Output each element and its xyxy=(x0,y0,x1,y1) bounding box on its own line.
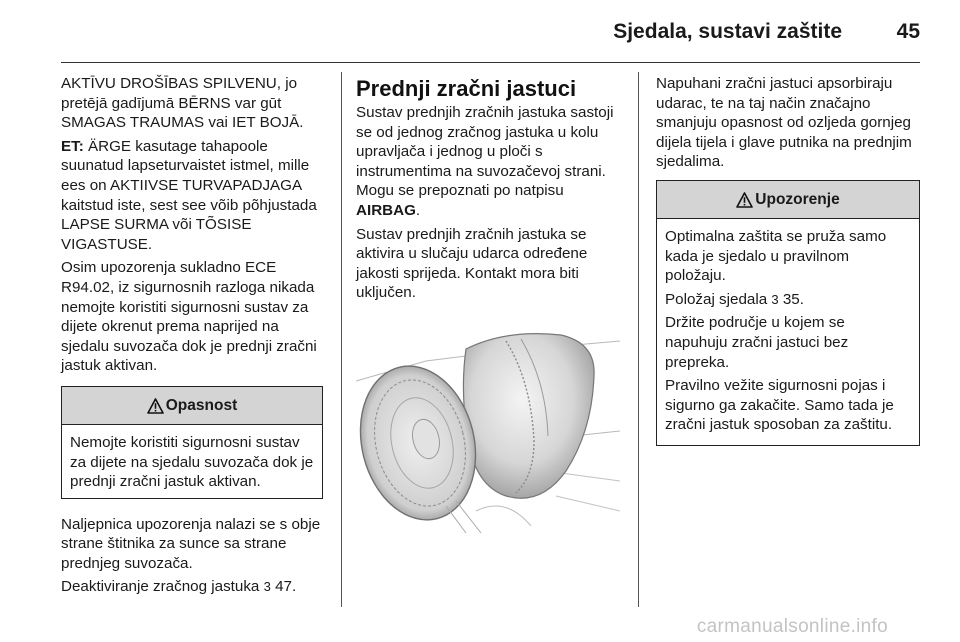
page-title: Sjedala, sustavi zaštite xyxy=(613,20,842,43)
paragraph-ece-warning: Osim upozorenja sukladno ECE R94.02, iz sigurnosnih razloga nikada nemojte koristiti sigurnosni sustav za dijete okrenut prema naprijed na sjedalu suvozača dok je prednji zračni jastuk aktivan. xyxy=(61,259,317,375)
warning-box-body xyxy=(657,219,919,445)
warning-title: Upozorenje xyxy=(755,190,840,208)
system-description-text: Sustav prednjih zračnih jastuka sastoji se od jednog zračnog jastuka u kolu upravljača i jednog u ploči s instrumentima na suvozačevoj strani. Mogu se prepoznati po natpisu xyxy=(356,104,614,200)
danger-title: Opasnost xyxy=(165,396,238,414)
warning-triangle-icon xyxy=(147,398,164,414)
page-number: 45 xyxy=(896,20,920,43)
warning-clear-area: Držite područje u kojem se napuhuju zračni jastuci bez prepreka. xyxy=(665,314,849,371)
warning-box xyxy=(656,180,920,446)
danger-box xyxy=(61,386,323,499)
danger-text: Nemojte koristiti sigurnosni sustav za dijete na sjedalu suvozača dok je prednji zračni jastuk aktivan. xyxy=(70,433,314,491)
reference-page[interactable]: 35. xyxy=(778,290,804,308)
warning-seat-position: Optimalna zaštita se pruža samo kada je sjedalo u pravilnom položaju. xyxy=(665,227,887,285)
watermark: carmanualsonline.info xyxy=(696,616,888,637)
airbag-illustration xyxy=(356,321,620,534)
column-right xyxy=(656,74,920,462)
warning-box-header xyxy=(657,181,919,219)
reference-arrow-icon: 3 xyxy=(771,291,779,307)
warning-seat-reference xyxy=(665,290,911,310)
reference-arrow-icon: 3 xyxy=(263,579,271,595)
paragraph-deactivation xyxy=(61,577,323,597)
system-description-end: . xyxy=(415,201,421,219)
section-heading: Prednji zračni jastuci xyxy=(356,76,577,101)
paragraph-et-text: ÄRGE kasutage tahapoole suunatud lapseturvaistet istmel, mille ees on AKTIIVSE TURVAPADJAGA kaitstud iste, sest see võib põhjustada LAPSE SURMA või TÕSISE VIGASTUSE. xyxy=(61,137,317,253)
warning-triangle-icon xyxy=(736,192,753,208)
paragraph-system-description xyxy=(356,103,620,221)
column-left xyxy=(61,74,323,601)
seat-reference-text: Položaj sjedala xyxy=(665,290,772,308)
header-divider xyxy=(61,62,920,63)
danger-box-body xyxy=(62,425,322,498)
paragraph-activation: Sustav prednjih zračnih jastuka se aktivira u slučaju udarca određene jakosti sprijeda. Kontakt mora biti uključen. xyxy=(356,225,588,302)
page-header xyxy=(0,14,960,54)
column-middle xyxy=(356,74,620,540)
paragraph-label-location: Naljepnica upozorenja nalazi se s obje strane štitnika za sunce sa strane prednjeg suvozača. xyxy=(61,515,321,572)
warning-seatbelt: Pravilno vežite sigurnosni pojas i sigurno ga zakačite. Samo tada je zračni jastuk sposoban za zaštitu. xyxy=(665,377,894,434)
paragraph-lv-warning: AKTĪVU DROŠĪBAS SPILVENU, jo pretējā gadījumā BĒRNS var gūt SMAGAS TRAUMAS vai IET BOJĀ. xyxy=(61,75,304,132)
column-divider-1 xyxy=(341,72,342,607)
language-label: ET: xyxy=(61,137,84,155)
deactivation-text: Deaktiviranje zračnog jastuka xyxy=(61,578,264,596)
paragraph-protection: Napuhani zračni jastuci apsorbiraju udarac, te na taj način značajno smanjuju opasnost od ozljeda gornjeg dijela tijela i glave putnika na prednjim sjedalima. xyxy=(656,75,912,171)
column-divider-2 xyxy=(638,72,639,607)
reference-page[interactable]: 47. xyxy=(270,578,297,596)
airbag-label: AIRBAG xyxy=(356,201,416,219)
danger-box-header xyxy=(62,387,322,425)
paragraph-et-warning xyxy=(61,137,323,255)
